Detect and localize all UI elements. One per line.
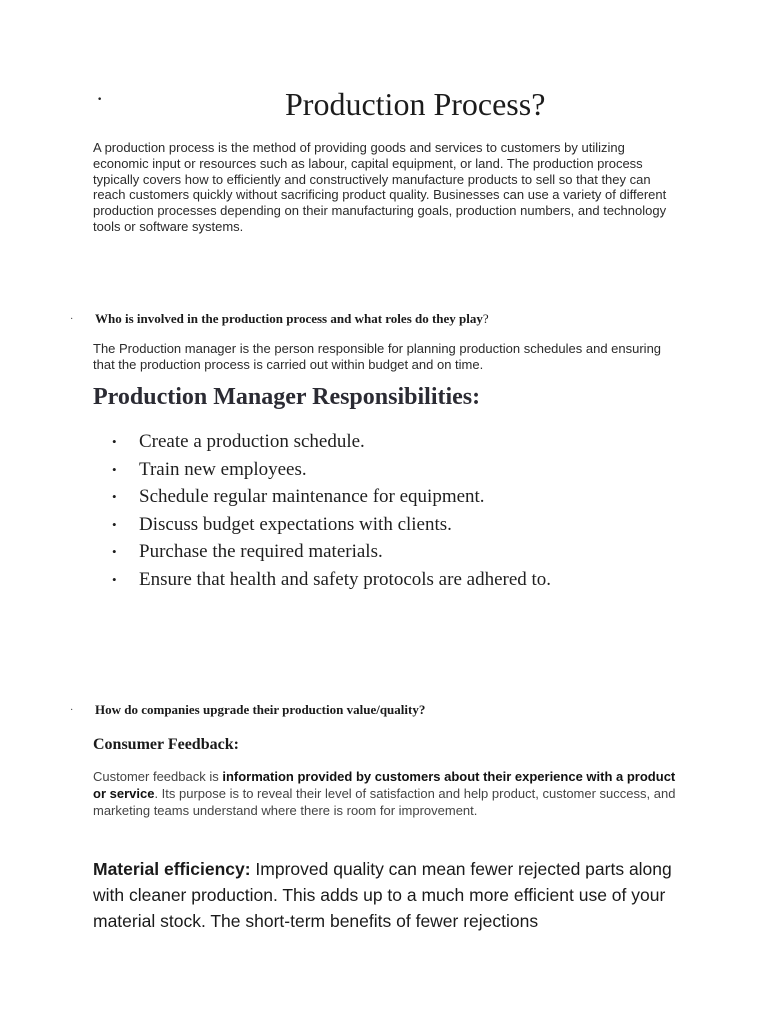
answer-1-paragraph: The Production manager is the person responsible for planning production schedules and ensuring that the production process is carried out within budget and on time. bbox=[93, 341, 662, 372]
list-item bbox=[112, 538, 712, 566]
question-1-bullet: · bbox=[70, 314, 74, 325]
bullet-icon: • bbox=[112, 434, 117, 449]
material-efficiency-label: Material efficiency: bbox=[93, 859, 251, 879]
list-item-text: Train new employees. bbox=[139, 458, 307, 480]
consumer-feedback-paragraph bbox=[93, 769, 683, 819]
question-1-mark: ? bbox=[482, 311, 489, 326]
list-item-text: Ensure that health and safety protocols are adhered to. bbox=[139, 568, 552, 590]
list-item bbox=[112, 456, 712, 484]
list-item bbox=[112, 428, 712, 456]
list-item-text: Create a production schedule. bbox=[139, 431, 365, 452]
bullet-icon: • bbox=[112, 571, 117, 587]
page-title: Production Process? bbox=[285, 86, 546, 122]
bullet-icon: • bbox=[112, 489, 117, 505]
title-bullet: · bbox=[96, 86, 104, 111]
consumer-feedback-heading: Consumer Feedback: bbox=[93, 736, 239, 753]
responsibilities-heading: Production Manager Responsibilities: bbox=[93, 384, 481, 410]
bullet-icon: • bbox=[112, 516, 117, 532]
question-1-text: Who is involved in the production process and what roles do they play bbox=[95, 311, 483, 326]
bullet-icon: • bbox=[112, 544, 117, 560]
list-item bbox=[112, 511, 712, 539]
responsibilities-list bbox=[112, 428, 712, 594]
list-item-text: Discuss budget expectations with clients. bbox=[139, 513, 452, 535]
material-efficiency-text: Improved quality can mean fewer rejected parts along with cleaner production. This adds up to a much more efficient use of your material stock. The short-term benefits of fewer rejections bbox=[93, 859, 672, 931]
material-efficiency-paragraph bbox=[93, 856, 693, 934]
bullet-icon: • bbox=[112, 461, 117, 477]
feedback-bold: information provided by customers about their experience with a product or service bbox=[93, 769, 676, 801]
list-item bbox=[112, 483, 712, 511]
list-item-text: Schedule regular maintenance for equipment. bbox=[139, 486, 485, 508]
feedback-lead: Customer feedback is bbox=[93, 769, 223, 784]
question-2: How do companies upgrade their production value/quality? bbox=[95, 702, 426, 717]
intro-paragraph: A production process is the method of providing goods and services to customers by utilizing economic input or resources such as labour, capital equipment, or land. The production process typically covers how to efficiently and constructively manufacture products to sell so that they can reach customers quickly without sacrificing product quality. Businesses can use a variety of different production processes depending on their manufacturing goals, production numbers, and technology tools or software systems. bbox=[93, 140, 667, 234]
list-item bbox=[112, 566, 712, 594]
list-item-text: Purchase the required materials. bbox=[139, 541, 383, 563]
question-2-bullet: · bbox=[70, 705, 74, 716]
question-1 bbox=[95, 311, 489, 327]
feedback-rest: . Its purpose is to reveal their level of satisfaction and help product, customer success, and marketing teams understand where there is room for improvement. bbox=[93, 785, 676, 818]
